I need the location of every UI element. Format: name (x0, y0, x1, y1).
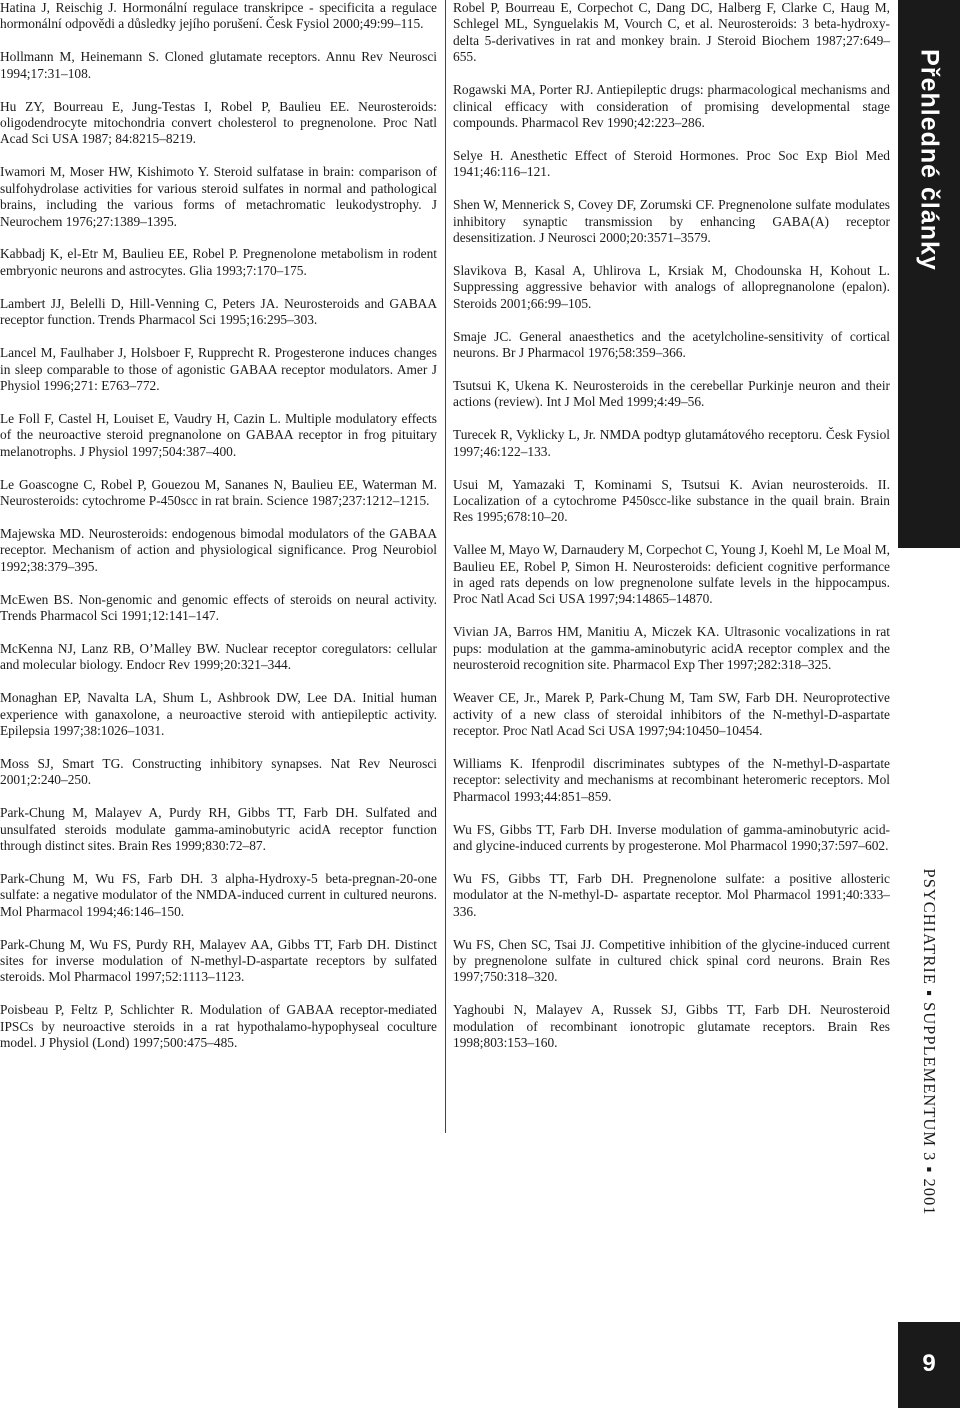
reference-entry: Lambert JJ, Belelli D, Hill-Venning C, Peters JA. Neurosteroids and GABAA receptor function. Trends Pharmacol Sci 1995;16:295–303. (0, 295, 437, 328)
reference-entry: Hatina J, Reischig J. Hormonální regulace transkripce - specificita a regulace hormonální odpovědi a důsledky jejího porušení. Česk Fysiol 2000;49:99–115. (0, 0, 437, 32)
reference-entry: Tsutsui K, Ukena K. Neurosteroids in the cerebellar Purkinje neuron and their actions (review). Int J Mol Med 1999;4:49–56. (453, 377, 890, 410)
reference-entry: Park-Chung M, Wu FS, Farb DH. 3 alpha-Hydroxy-5 beta-pregnan-20-one sulfate: a negative modulator of the NMDA-induced current in cultured neurons. Mol Pharmacol 1994;46:146–150. (0, 870, 437, 919)
reference-entry: Hu ZY, Bourreau E, Jung-Testas I, Robel P, Baulieu EE. Neurosteroids: oligodendrocyte mitochondria convert cholesterol to pregnenolone. Proc Natl Acad Sci USA 1987; 84:8215–8219. (0, 98, 437, 147)
reference-entry: Rogawski MA, Porter RJ. Antiepileptic drugs: pharmacological mechanisms and clinical efficacy with consideration of promising developmental stage compounds. Pharmacol Rev 1990;42:223–286. (453, 82, 890, 130)
reference-entry: McEwen BS. Non-genomic and genomic effects of steroids on neural activity. Trends Pharmacol Sci 1991;12:141–147. (0, 591, 437, 623)
reference-entry: Iwamori M, Moser HW, Kishimoto Y. Steroid sulfatase in brain: comparison of sulfohydrolase activities for various steroid sulfates in normal and pathological brains, including the various forms of metachromatic leukodystrophy. J Neurochem 1976;27:1389–1395. (0, 164, 437, 229)
page-number-tab (898, 1322, 960, 1408)
reference-entry: Park-Chung M, Malayev A, Purdy RH, Gibbs TT, Farb DH. Sulfated and unsulfated steroids modulate gamma-aminobutyric acidA receptor function through distinct sites. Brain Res 1999;830:72–87. (0, 805, 437, 854)
reference-entry: Majewska MD. Neurosteroids: endogenous bimodal modulators of the GABAA receptor. Mechanism of action and physiological significance. Prog Neurobiol 1992;38:379–395. (0, 525, 437, 574)
reference-entry: Turecek R, Vyklicky L, Jr. NMDA podtyp glutamátového receptoru. Česk Fysiol 1997;46:122–133. (453, 427, 890, 459)
reference-entry: Shen W, Mennerick S, Covey DF, Zorumski CF. Pregnenolone sulfate modulates inhibitory synaptic transmission by enhancing GABA(A) receptor desensitization. J Neurosci 2000;20:3571–3579. (453, 197, 890, 245)
reference-entry: Le Goascogne C, Robel P, Gouezou M, Sananes N, Baulieu EE, Waterman M. Neurosteroids: cytochrome P-450scc in rat brain. Science 1987;237:1212–1215. (0, 476, 437, 508)
reference-entry: Moss SJ, Smart TG. Constructing inhibitory synapses. Nat Rev Neurosci 2001;2:240–250. (0, 755, 437, 788)
reference-entry: Wu FS, Gibbs TT, Farb DH. Inverse modulation of gamma-aminobutyric acid- and glycine-induced currents by progesterone. Mol Pharmacol 1990;37:597–602. (453, 821, 890, 853)
reference-entry: Vallee M, Mayo W, Darnaudery M, Corpechot C, Young J, Koehl M, Le Moal M, Baulieu EE, Robel P, Simon H. Neurosteroids: deficient cognitive performance in aged rats depends on low pregnenolone sulfate levels in the hippocampus. Proc Natl Acad Sci USA 1997;94:14865–14870. (453, 542, 890, 607)
column-divider (445, 0, 446, 1133)
reference-entry: Wu FS, Gibbs TT, Farb DH. Pregnenolone sulfate: a positive allosteric modulator at the N-methyl-D- aspartate receptor. Mol Pharmacol 1991;40:333–336. (453, 870, 890, 919)
reference-entry: Lancel M, Faulhaber J, Holsboer F, Rupprecht R. Progesterone induces changes in sleep comparable to those of agonistic GABAA receptor modulators. Amer J Physiol 1996;271: E763–772. (0, 345, 437, 393)
reference-entry: McKenna NJ, Lanz RB, O’Malley BW. Nuclear receptor coregulators: cellular and molecular biology. Endocr Rev 1999;20:321–344. (0, 640, 437, 673)
reference-entry: Vivian JA, Barros HM, Manitiu A, Miczek KA. Ultrasonic vocalizations in rat pups: modulation at the gamma-aminobutyric acidA receptor complex and the neurosteroid recognition site. Pharmacol Exp Ther 1997;282:318–325. (453, 624, 890, 673)
reference-entry: Monaghan EP, Navalta LA, Shum L, Ashbrook DW, Lee DA. Initial human experience with ganaxolone, a neuroactive steroid with antiepileptic activity. Epilepsia 1997;38:1026–1031. (0, 690, 437, 738)
reference-entry: Robel P, Bourreau E, Corpechot C, Dang DC, Halberg F, Clarke C, Haug M, Schlegel ML, Synguelakis M, Vourch C, et al. Neurosteroids: 3 beta-hydroxy-delta 5-derivatives in rat and monkey brain. J Steroid Biochem 1987;27:649–655. (453, 0, 890, 65)
reference-entry: Usui M, Yamazaki T, Kominami S, Tsutsui K. Avian neurosteroids. II. Localization of a cytochrome P450scc-like substance in the quail brain. Brain Res 1995;678:10–20. (453, 476, 890, 525)
reference-entry: Kabbadj K, el-Etr M, Baulieu EE, Robel P. Pregnenolone metabolism in rodent embryonic neurons and astrocytes. Glia 1993;7:170–175. (0, 246, 437, 278)
reference-entry: Wu FS, Chen SC, Tsai JJ. Competitive inhibition of the glycine-induced current by pregnenolone sulfate in cultured chick spinal cord neurons. Brain Res 1997;750:318–320. (453, 936, 890, 985)
reference-entry: Williams K. Ifenprodil discriminates subtypes of the N-methyl-D-aspartate receptor: selectivity and mechanisms at recombinant heteromeric receptors. Mol Pharmacol 1993;44:851–859. (453, 755, 890, 804)
reference-entry: Selye H. Anesthetic Effect of Steroid Hormones. Proc Soc Exp Biol Med 1941;46:116–121. (453, 147, 890, 180)
reference-entry: Slavikova B, Kasal A, Uhlirova L, Krsiak M, Chodounska H, Kohout L. Suppressing aggressive behavior with analogs of allopregnanolone (epalon). Steroids 2001;66:99–105. (453, 262, 890, 311)
references-right-column (453, 0, 890, 1068)
reference-entry: Weaver CE, Jr., Marek P, Park-Chung M, Tam SW, Farb DH. Neuroprotective activity of a new class of steroidal inhibitors of the N-methyl-D-aspartate receptor. Proc Natl Acad Sci USA 1997;94:10450–10454. (453, 690, 890, 738)
reference-entry: Yaghoubi N, Malayev A, Russek SJ, Gibbs TT, Farb DH. Neurosteroid modulation of recombinant ionotropic glutamate receptors. Brain Res 1998;803:153–160. (453, 1002, 890, 1051)
page-number: 9 (922, 1350, 936, 1377)
references-left-column (0, 0, 437, 1068)
reference-entry: Poisbeau P, Feltz P, Schlichter R. Modulation of GABAA receptor-mediated IPSCs by neuroactive steroids in a rat hypothalamo-hypophyseal coculture model. J Physiol (Lond) 1997;500:475–485. (0, 1002, 437, 1051)
reference-entry: Hollmann M, Heinemann S. Cloned glutamate receptors. Annu Rev Neurosci 1994;17:31–108. (0, 49, 437, 81)
journal-running-title: PSYCHIATRIE ▪ SUPPLEMENTUM 3 ▪ 2001 (920, 868, 939, 1216)
section-title: Přehledné články (915, 49, 944, 271)
reference-entry: Le Foll F, Castel H, Louiset E, Vaudry H, Cazin L. Multiple modulatory effects of the neuroactive steroid pregnanolone on GABAA receptor in frog pituitary melanotrophs. J Physiol 1997;504:387–400. (0, 410, 437, 459)
reference-entry: Smaje JC. General anaesthetics and the acetylcholine-sensitivity of cortical neurons. Br J Pharmacol 1976;58:359–366. (453, 328, 890, 360)
reference-entry: Park-Chung M, Wu FS, Purdy RH, Malayev AA, Gibbs TT, Farb DH. Distinct sites for inverse modulation of N-methyl-D-aspartate receptors by sulfated steroids. Mol Pharmacol 1997;52:1113–1123. (0, 936, 437, 985)
